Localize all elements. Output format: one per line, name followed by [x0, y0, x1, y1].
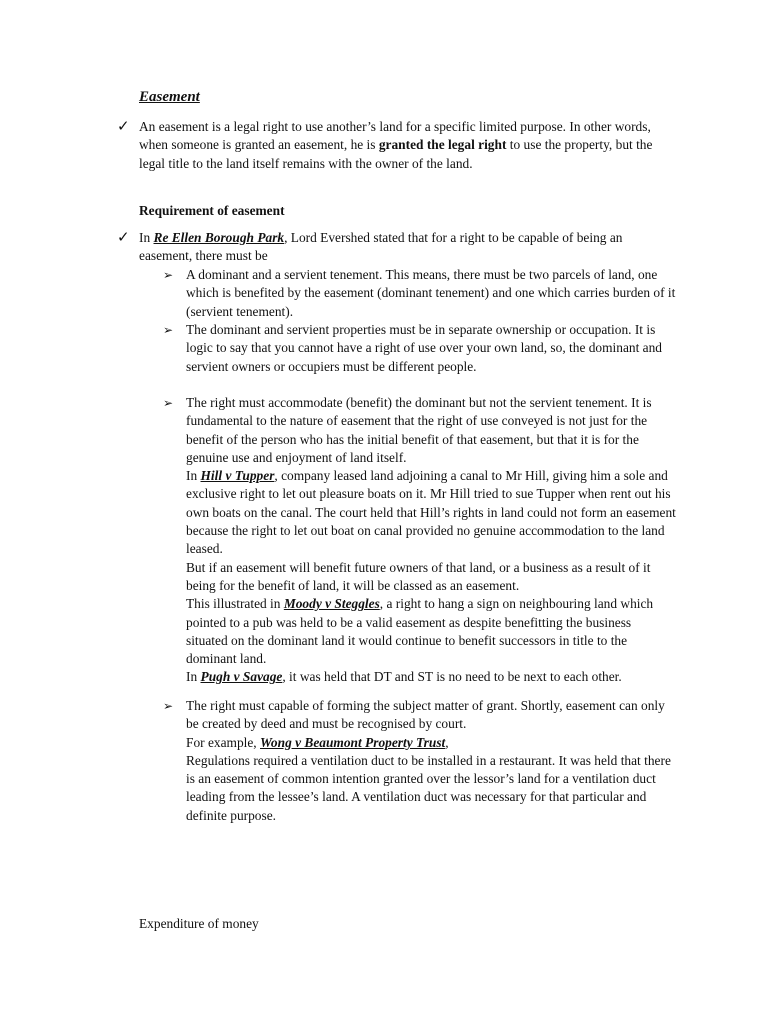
- wong-v-beaumont-paragraph: For example, Wong v Beaumont Property Trust,: [186, 734, 449, 750]
- requirement-point-3: [186, 394, 676, 687]
- arrow-bullet-icon: ➢: [163, 323, 174, 337]
- arrow-bullet-icon: ➢: [163, 268, 174, 282]
- requirement-point-1: A dominant and a servient tenement. This means, there must be two parcels of land, one which is benefited by the easement (dominant tenement) and one which carries burden of it (servient tenement).: [186, 267, 676, 319]
- future-owners-paragraph: But if an easement will benefit future owners of that land, or a business as a result of it being for the benefit of land, it will be classed as an easement.: [186, 559, 651, 593]
- moody-v-steggles-paragraph: This illustrated in Moody v Steggles, a right to hang a sign on neighbouring land which pointed to a pub was held to be a valid easement as despite benefitting the business situated on the dominant land it would continue to benefit successors in title to the dominant land.: [186, 596, 654, 667]
- footer-heading: Expenditure of money: [139, 916, 259, 931]
- check-icon: ✓: [117, 119, 130, 135]
- point-4-main: The right must capable of forming the subject matter of grant. Shortly, easement can only be created by deed and must be recognised by court.: [186, 698, 665, 732]
- pugh-v-savage-paragraph: In Pugh v Savage, it was held that DT and ST is no need to be next to each other.: [186, 669, 622, 685]
- case-name: Hill v Tupper: [200, 468, 275, 484]
- case-name: Pugh v Savage: [200, 669, 283, 685]
- section-heading: Requirement of easement: [139, 203, 285, 218]
- case-intro-paragraph: In Re Ellen Borough Park, Lord Evershed stated that for a right to be capable of being an easement, there must be: [139, 230, 623, 264]
- bold-phrase: granted the legal right: [378, 137, 507, 153]
- case-name: Moody v Steggles: [283, 596, 380, 612]
- ventilation-duct-paragraph: Regulations required a ventilation duct to be installed in a restaurant. It was held that there is an easement of common intention granted over the lessor’s land for a ventilation duct leading from the lessee’s land. A ventilation duct was necessary for that particular and definite purpose.: [186, 752, 671, 823]
- requirement-point-4: [186, 697, 676, 825]
- requirement-point-2: The dominant and servient properties must be in separate ownership or occupation. It is logic to say that you cannot have a right of use over your own land, so, the dominant and servient owners or occupiers must be different people.: [186, 322, 663, 374]
- arrow-bullet-icon: ➢: [163, 699, 174, 713]
- case-name: Wong v Beaumont Property Trust: [260, 734, 446, 750]
- check-icon: ✓: [117, 230, 130, 246]
- case-name: Re Ellen Borough Park: [153, 230, 285, 245]
- intro-paragraph: An easement is a legal right to use another’s land for a specific limited purpose. In other words, when someone is granted an easement, he is granted the legal right to use the property, but the legal title to the land itself remains with the owner of the land.: [139, 119, 653, 171]
- hill-v-tupper-paragraph: In Hill v Tupper, company leased land adjoining a canal to Mr Hill, giving him a sole and exclusive right to let out pleasure boats on it. Mr Hill tried to sue Tupper when rent out his own boats on the canal. The court held that Hill’s rights in land could not form an easement because the right to let out boat on canal provided no genuine accommodation to the land leased.: [186, 468, 676, 557]
- point-3-main: The right must accommodate (benefit) the dominant but not the servient tenement. It is fundamental to the nature of easement that the right of use conveyed is not just for the benefit of the person who has the initial benefit of that easement, but that it is for the genuine use and enjoyment of land itself.: [186, 395, 652, 465]
- document-title: Easement: [139, 89, 200, 105]
- arrow-bullet-icon: ➢: [163, 396, 174, 410]
